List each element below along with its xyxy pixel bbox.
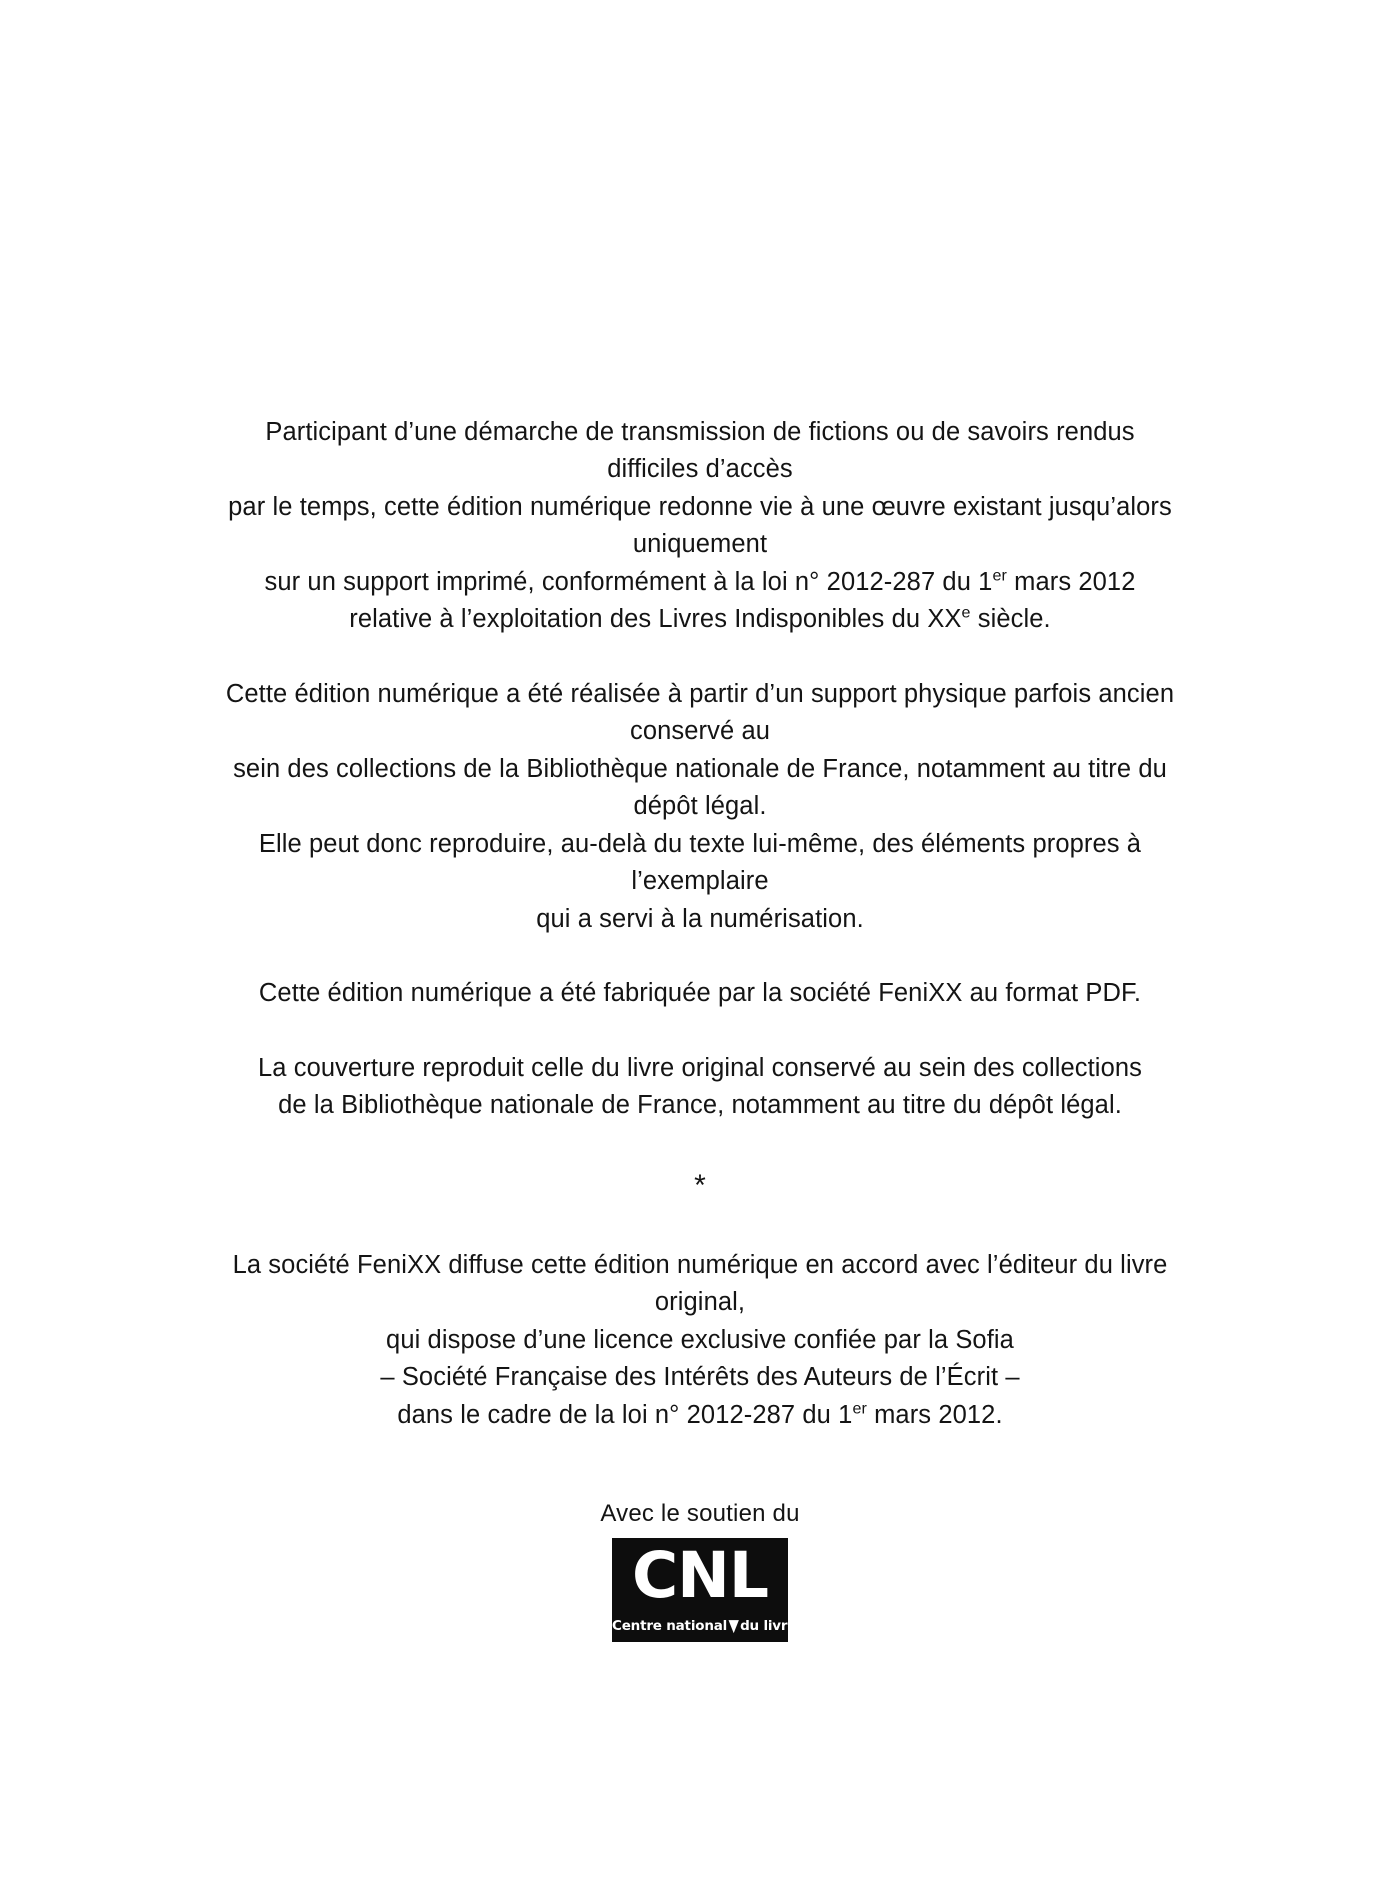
cnl-acronym: CNL	[631, 1538, 769, 1612]
diffusion-line4-text-a: dans le cadre de la loi n° 2012-287 du 1	[397, 1400, 853, 1429]
intro-line4-superscript: e	[961, 603, 971, 622]
paragraph-spacer-1	[0, 639, 1400, 676]
paragraph-couverture	[240, 1050, 1160, 1125]
paragraph-support-line-2: sein des collections de la Bibliothèque nationale de France, notamment au titre du dépôt légal.	[233, 754, 1167, 821]
intro-line3-superscript: er	[992, 566, 1007, 585]
paragraph-diffusion-line-4	[225, 1397, 1175, 1434]
paragraph-diffusion	[225, 1247, 1175, 1434]
paragraph-intro-line-3	[225, 564, 1175, 601]
intro-line4-text-a: relative à l’exploitation des Livres Indisponibles du XX	[349, 605, 962, 634]
paragraph-intro	[225, 414, 1175, 639]
cnl-tagline-left: Centre national	[612, 1617, 728, 1634]
intro-line4-text-b: siècle.	[970, 605, 1051, 634]
support-block	[0, 1500, 1400, 1647]
paragraph-fabrication	[240, 975, 1160, 1012]
paragraph-diffusion-line-1: La société FeniXX diffuse cette édition numérique en accord avec l’éditeur du livre original,	[232, 1250, 1168, 1317]
paragraph-spacer-3	[0, 1013, 1400, 1050]
paragraph-spacer-4	[0, 1125, 1400, 1171]
paragraph-support-physique	[225, 676, 1175, 938]
cnl-tagline-tick-icon: ▼	[728, 1615, 739, 1636]
support-label: Avec le soutien du	[600, 1500, 800, 1528]
paragraph-intro-line-2: par le temps, cette édition numérique redonne vie à une œuvre existant jusqu’alors uniquement	[228, 492, 1172, 559]
paragraph-diffusion-line-3: – Société Française des Intérêts des Auteurs de l’Écrit –	[380, 1363, 1020, 1392]
paragraph-fabrication-line-1: Cette édition numérique a été fabriquée par la société FeniXX au format PDF.	[258, 979, 1142, 1008]
intro-line3-text-a: sur un support imprimé, conformément à la loi n° 2012-287 du 1	[264, 567, 993, 596]
legal-notice-content	[0, 414, 1400, 1647]
asterisk-separator: *	[694, 1168, 706, 1202]
cnl-logo	[612, 1538, 797, 1642]
paragraph-spacer-2	[0, 938, 1400, 975]
paragraph-couverture-line-1: La couverture reproduit celle du livre original conservé au sein des collections	[258, 1053, 1142, 1082]
paragraph-intro-line-4	[225, 601, 1175, 638]
paragraph-support-line-1: Cette édition numérique a été réalisée à partir d’un support physique parfois ancien conservé au	[225, 679, 1175, 746]
cnl-tagline	[612, 1615, 797, 1636]
paragraph-intro-line-1: Participant d’une démarche de transmission de fictions ou de savoirs rendus difficiles d’accès	[265, 418, 1135, 484]
paragraph-spacer-5	[0, 1201, 1400, 1247]
paragraph-support-line-3: Elle peut donc reproduire, au-delà du texte lui-même, des éléments propres à l’exemplaire	[258, 829, 1142, 896]
intro-line3-text-b: mars 2012	[1006, 567, 1136, 596]
paragraph-couverture-line-2: de la Bibliothèque nationale de France, notamment au titre du dépôt légal.	[278, 1091, 1122, 1120]
diffusion-line4-superscript: er	[852, 1399, 867, 1418]
paragraph-support-line-4: qui a servi à la numérisation.	[536, 904, 864, 933]
diffusion-line4-text-b: mars 2012.	[866, 1400, 1003, 1429]
paragraph-diffusion-line-2: qui dispose d’une licence exclusive confiée par la Sofia	[386, 1325, 1014, 1354]
cnl-tagline-right: du livre	[740, 1617, 797, 1634]
